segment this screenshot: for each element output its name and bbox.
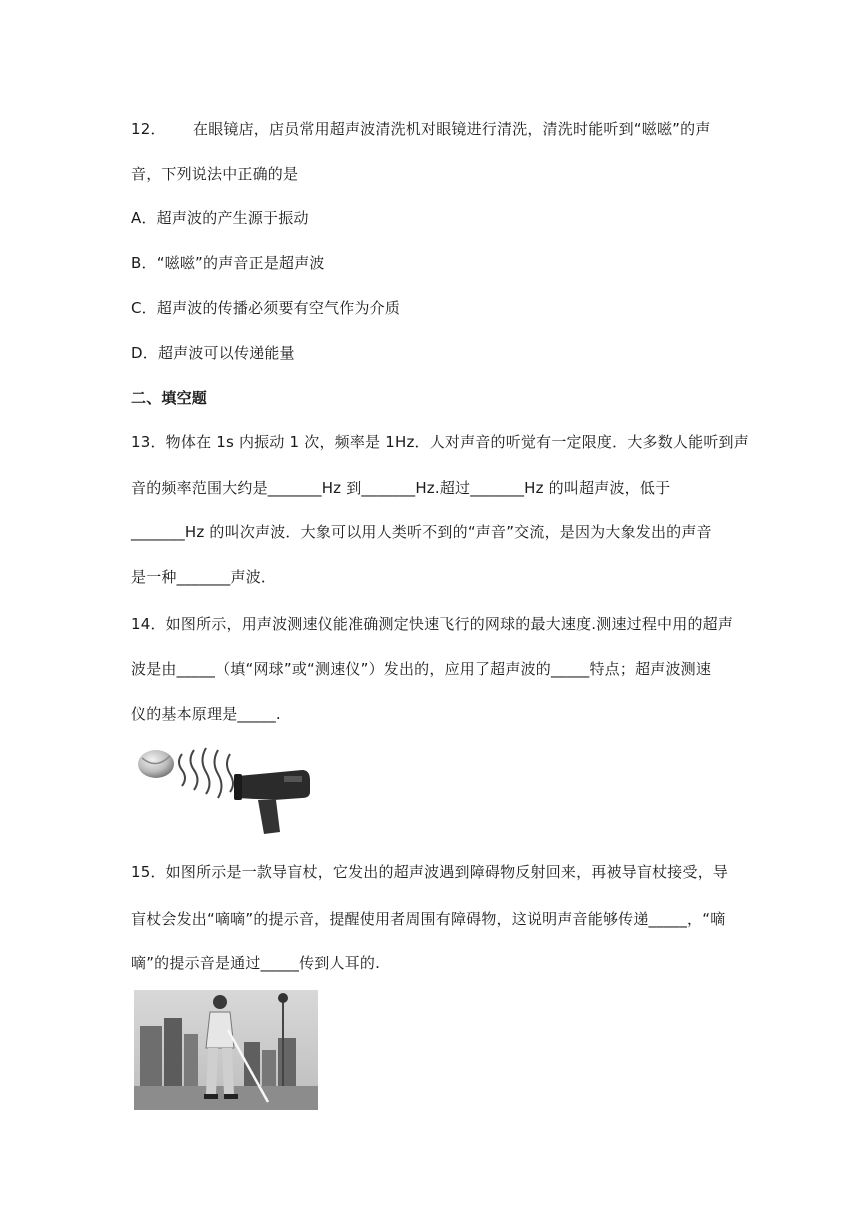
q12-option-a: A．超声波的产生源于振动: [131, 209, 309, 227]
q12-option-c: C．超声波的传播必须要有空气作为介质: [131, 299, 401, 317]
guide-cane-photo: [134, 990, 318, 1110]
q12-option-b: B．“嗞嗞”的声音正是超声波: [131, 254, 325, 272]
q14-line1: 14．如图所示，用声波测速仪能准确测定快速飞行的网球的最大速度.测速过程中用的超声: [131, 615, 734, 633]
q15-line1: 15．如图所示是一款导盲杖，它发出的超声波遇到障碍物反射回来，再被导盲杖接受，导: [131, 863, 729, 881]
speed-gun-figure: [134, 740, 324, 840]
q13-line1: 13．物体在 1s 内振动 1 次，频率是 1Hz．人对声音的听觉有一定限度．大多数人能听到声: [131, 433, 749, 451]
q13-line3: _______Hz 的叫次声波．大象可以用人类听不到的“声音”交流，是因为大象发出的声音: [131, 523, 712, 541]
q13-line4: 是一种_______声波．: [131, 568, 277, 586]
q15-line3: 嘀”的提示音是通过_____传到人耳的.: [131, 954, 381, 972]
q13-line2: 音的频率范围大约是_______Hz 到_______Hz.超过_______Hz 的叫超声波，低于: [131, 479, 671, 497]
q14-line2: 波是由_____（填“网球”或“测速仪”）发出的，应用了超声波的_____特点；超声波测速: [131, 660, 712, 678]
q12-stem-line1: 在眼镜店，店员常用超声波清洗机对眼镜进行清洗，清洗时能听到“嗞嗞”的声: [193, 120, 711, 138]
speed-gun-icon: [234, 770, 310, 834]
q12-number: 12．: [131, 120, 166, 138]
q14-line3: 仪的基本原理是_____.: [131, 705, 281, 723]
q15-line2: 盲杖会发出“嘀嘀”的提示音，提醒使用者周围有障碍物，这说明声音能够传递_____，“嘀: [131, 910, 726, 928]
tennis-ball-icon: [138, 750, 174, 778]
section-title: 二、填空题: [131, 389, 208, 407]
q12-option-d: D．超声波可以传递能量: [131, 344, 295, 362]
q12-stem-line2: 音，下列说法中正确的是: [131, 165, 299, 183]
sound-wave-icon: [179, 748, 233, 798]
